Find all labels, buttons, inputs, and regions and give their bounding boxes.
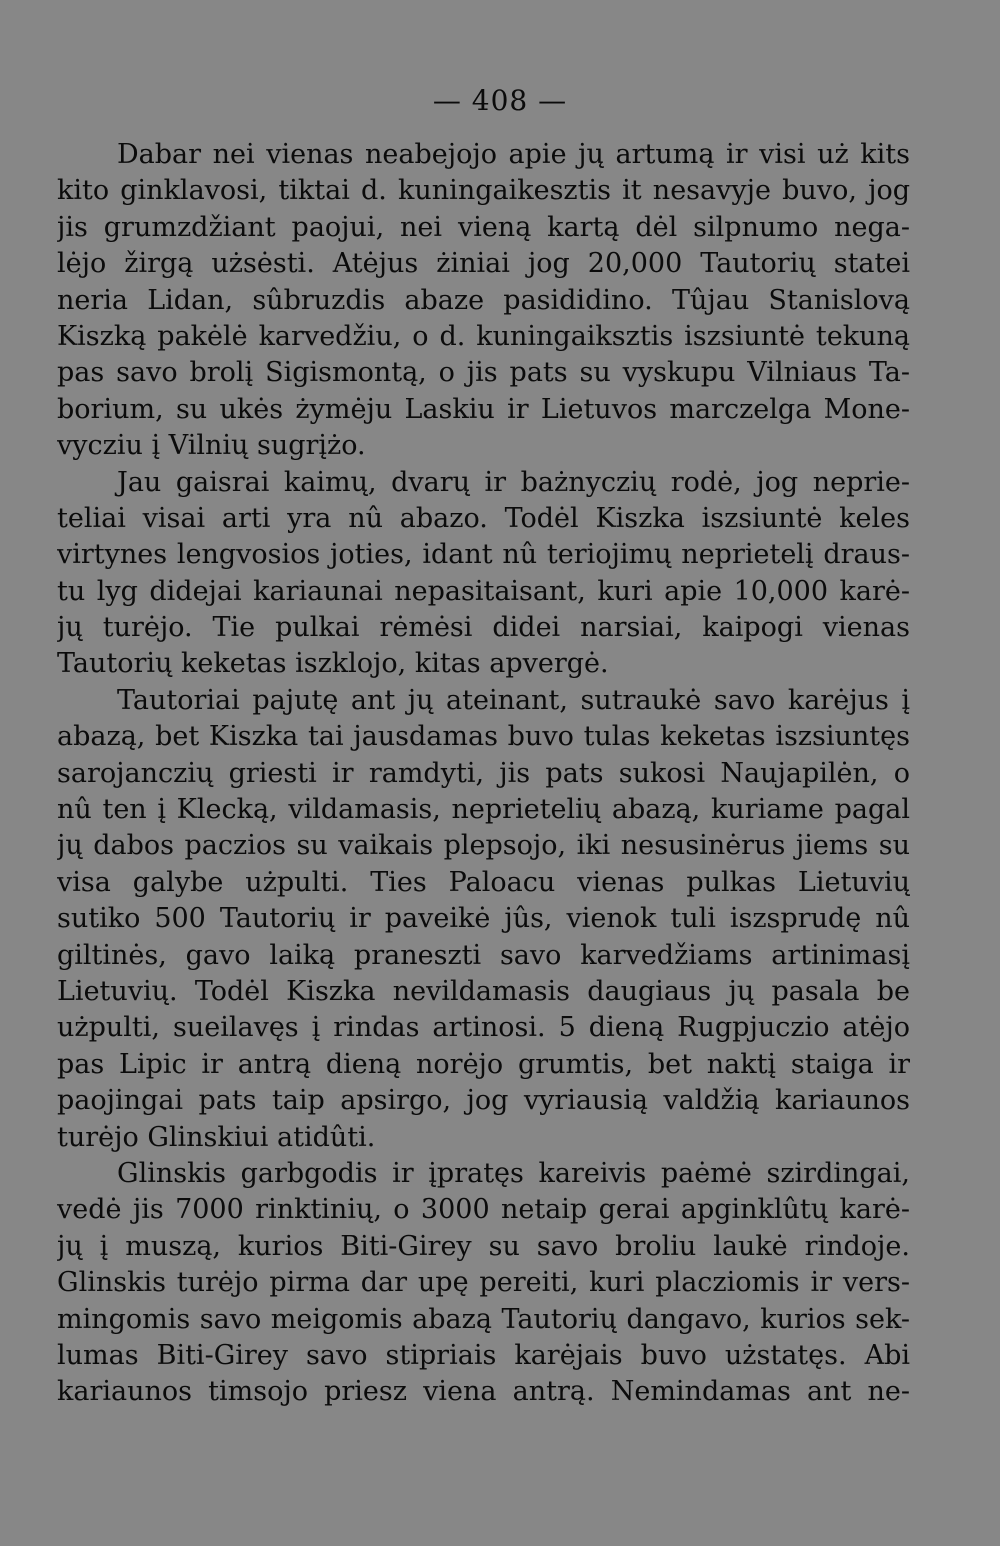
- text-line: Lietuvių. Todėl Kiszka nevildamasis daugiaus jų pasala be: [57, 975, 910, 1007]
- text-line: kito ginklavosi, tiktai d. kuningaikesztis it nesavyje buvo, jog: [57, 175, 910, 207]
- text-line: sutiko 500 Tautorių ir paveikė jûs, vienok tuli iszsprudę nû: [57, 903, 910, 935]
- text-line: jų turėjo. Tie pulkai rėmėsi didei narsiai, kaipogi vienas: [57, 612, 910, 644]
- text-line: użpulti, sueilavęs į rindas artinosi. 5 dieną Rugpjuczio atėjo: [57, 1012, 910, 1044]
- text-line: Kiszką pakėlė karvedžiu, o d. kuningaiksztis iszsiuntė tekuną: [57, 320, 910, 352]
- text-line: lumas Biti-Girey savo stipriais karėjais buvo użstatęs. Abi: [57, 1339, 910, 1371]
- text-line: vedė jis 7000 rinktinių, o 3000 netaip gerai apginklûtų karė-: [57, 1194, 910, 1226]
- text-line: Tautoriai pajutę ant jų ateinant, sutraukė savo karėjus į: [117, 684, 910, 716]
- text-line: paojingai pats taip apsirgo, jog vyriausią valdžią kariaunos: [57, 1085, 910, 1117]
- text-line: neria Lidan, sûbruzdis abaze pasididino. Tûjau Stanislovą: [57, 284, 910, 316]
- body-text: [57, 137, 910, 1411]
- text-line: visa galybe użpulti. Ties Paloacu vienas pulkas Lietuvių: [57, 866, 910, 898]
- text-line: pas Lipic ir antrą dieną norėjo grumtis, bet naktį staiga ir: [57, 1048, 910, 1080]
- text-line: nû ten į Klecką, vildamasis, neprietelių abazą, kuriame pagal: [57, 794, 910, 826]
- text-line: teliai visai arti yra nû abazo. Todėl Kiszka iszsiuntė keles: [57, 502, 910, 534]
- text-line: kariaunos timsojo priesz viena antrą. Nemindamas ant ne-: [57, 1376, 910, 1408]
- text-line: Dabar nei vienas neabejojo apie jų artumą ir visi uż kits: [117, 139, 910, 170]
- text-line: vycziu į Vilnių sugrįżo.: [57, 430, 366, 462]
- text-line: Jau gaisrai kaimų, dvarų ir bażnyczių rodė, jog neprie-: [117, 466, 910, 498]
- text-line: abazą, bet Kiszka tai jausdamas buvo tulas keketas iszsiuntęs: [57, 721, 910, 753]
- text-line: jų dabos paczios su vaikais plepsojo, iki nesusinėrus jiems su: [57, 830, 910, 862]
- text-line: borium, su ukės żymėju Laskiu ir Lietuvos marczelga Mone-: [57, 393, 910, 425]
- text-line: pas savo brolį Sigismontą, o jis pats su vyskupu Vilniaus Ta-: [57, 357, 910, 389]
- text-line: tu lyg didejai kariaunai nepasitaisant, kuri apie 10,000 karė-: [57, 575, 910, 607]
- text-line: jų į muszą, kurios Biti-Girey su savo broliu laukė rindoje.: [57, 1230, 910, 1262]
- page-number: — 408 —: [432, 84, 568, 117]
- text-line: Tautorių keketas iszklojo, kitas apvergė.: [57, 648, 609, 680]
- text-line: turėjo Glinskiui atidûti.: [57, 1121, 376, 1153]
- text-line: sarojanczių griesti ir ramdyti, jis pats sukosi Naujapilėn, o: [57, 757, 910, 789]
- text-line: lėjo žirgą użsėsti. Atėjus żiniai jog 20,000 Tautorių statei: [57, 248, 910, 280]
- text-line: Glinskis turėjo pirma dar upę pereiti, kuri placziomis ir vers-: [57, 1267, 910, 1299]
- text-line: giltinės, gavo laiką praneszti savo karvedžiams artinimasį: [57, 939, 910, 971]
- text-line: virtynes lengvosios joties, idant nû teriojimų neprietelį draus-: [57, 539, 910, 571]
- text-line: mingomis savo meigomis abazą Tautorių dangavo, kurios sek-: [57, 1303, 910, 1335]
- text-line: jis grumzdžiant paojui, nei vieną kartą dėl silpnumo nega-: [57, 211, 910, 243]
- text-line: Glinskis garbgodis ir įpratęs kareivis paėmė szirdingai,: [117, 1157, 910, 1189]
